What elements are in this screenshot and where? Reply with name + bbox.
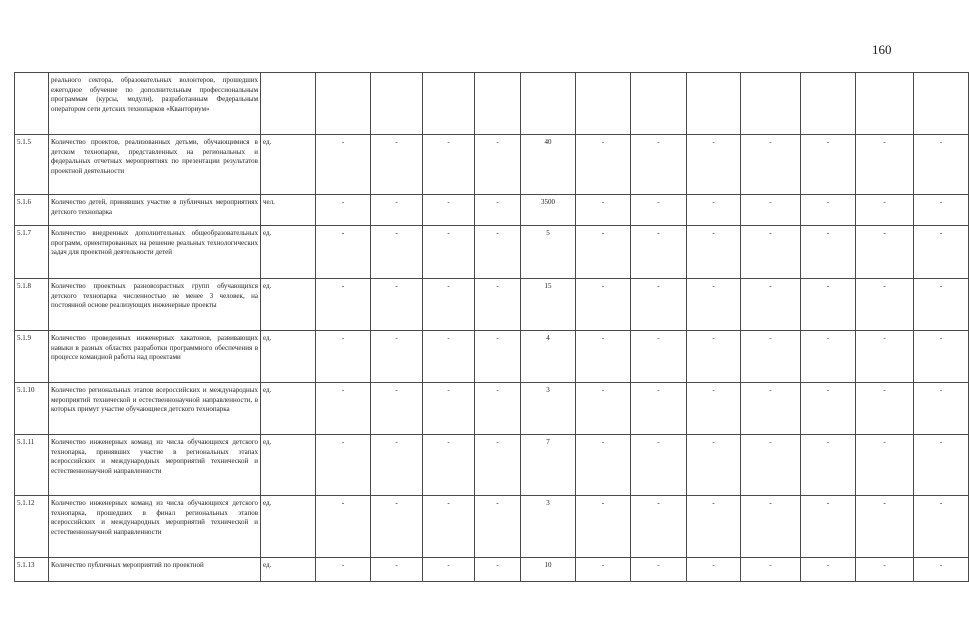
dash-cell: - bbox=[631, 195, 687, 226]
dash-cell: - bbox=[856, 331, 914, 383]
unit-cell: ед. bbox=[261, 558, 316, 582]
unit-cell: ед. bbox=[261, 435, 316, 496]
dash-cell: - bbox=[576, 195, 631, 226]
dash-cell: - bbox=[631, 496, 687, 558]
row-number: 5.1.6 bbox=[15, 195, 49, 226]
indicator-name: Количество внедренных дополнительных общеобразовательных программ, ориентированных на решение реальных технологических задач для проектной деятельности детей bbox=[49, 226, 261, 279]
dash-cell: - bbox=[914, 331, 969, 383]
dash-cell: - bbox=[475, 435, 521, 496]
dash-cell bbox=[856, 73, 914, 135]
dash-cell: - bbox=[423, 135, 475, 195]
dash-cell: - bbox=[914, 135, 969, 195]
row-number: 5.1.8 bbox=[15, 279, 49, 331]
dash-cell: - bbox=[371, 226, 423, 279]
dash-cell: - bbox=[741, 135, 801, 195]
value-cell: 10 bbox=[521, 558, 576, 582]
dash-cell: - bbox=[316, 135, 371, 195]
dash-cell: - bbox=[475, 496, 521, 558]
value-cell: 7 bbox=[521, 435, 576, 496]
dash-cell: - bbox=[741, 331, 801, 383]
dash-cell: - bbox=[631, 383, 687, 435]
dash-cell: - bbox=[423, 195, 475, 226]
table-row bbox=[15, 73, 969, 135]
dash-cell: - bbox=[316, 279, 371, 331]
dash-cell: - bbox=[316, 195, 371, 226]
dash-cell bbox=[631, 73, 687, 135]
row-number: 5.1.12 bbox=[15, 496, 49, 558]
row-number: 5.1.11 bbox=[15, 435, 49, 496]
dash-cell: - bbox=[801, 558, 856, 582]
dash-cell: - bbox=[316, 383, 371, 435]
indicator-name: Количество проектов, реализованных детьми, обучающимися в детском технопарке, представленных на региональных и федеральных отчетных мероприятиях по презентации результатов проектной деятельности bbox=[49, 135, 261, 195]
dash-cell: - bbox=[687, 383, 741, 435]
indicators-table bbox=[14, 72, 969, 582]
unit-cell: чел. bbox=[261, 195, 316, 226]
table-row bbox=[15, 435, 969, 496]
dash-cell: - bbox=[914, 496, 969, 558]
dash-cell: - bbox=[316, 435, 371, 496]
unit-cell: ед. bbox=[261, 279, 316, 331]
dash-cell: - bbox=[316, 226, 371, 279]
dash-cell: - bbox=[856, 435, 914, 496]
dash-cell bbox=[914, 73, 969, 135]
dash-cell bbox=[801, 73, 856, 135]
dash-cell: - bbox=[631, 331, 687, 383]
dash-cell: - bbox=[371, 195, 423, 226]
dash-cell: - bbox=[371, 331, 423, 383]
dash-cell: - bbox=[856, 195, 914, 226]
dash-cell: - bbox=[423, 383, 475, 435]
dash-cell: - bbox=[687, 279, 741, 331]
dash-cell: - bbox=[856, 279, 914, 331]
value-cell: 15 bbox=[521, 279, 576, 331]
dash-cell: - bbox=[423, 279, 475, 331]
dash-cell: - bbox=[423, 558, 475, 582]
indicator-name: Количество детей, принявших участие в публичных мероприятиях детского технопарка bbox=[49, 195, 261, 226]
dash-cell: - bbox=[475, 226, 521, 279]
dash-cell: - bbox=[576, 383, 631, 435]
dash-cell: - bbox=[475, 558, 521, 582]
dash-cell: - bbox=[856, 226, 914, 279]
value-cell: 40 bbox=[521, 135, 576, 195]
dash-cell: - bbox=[631, 435, 687, 496]
value-cell bbox=[521, 73, 576, 135]
indicator-name: реального сектора, образовательных волонтеров, прошедших ежегодное обучение по дополнительным профессиональным программам (курсы, модули), разработанным Федеральным оператором сети детских технопарков «Кванториум» bbox=[49, 73, 261, 135]
dash-cell: - bbox=[475, 135, 521, 195]
dash-cell: - bbox=[631, 558, 687, 582]
dash-cell: - bbox=[316, 558, 371, 582]
page-number: 160 bbox=[872, 42, 892, 57]
dash-cell: - bbox=[914, 279, 969, 331]
dash-cell: - bbox=[576, 135, 631, 195]
row-number: 5.1.13 bbox=[15, 558, 49, 582]
dash-cell: - bbox=[914, 226, 969, 279]
row-number: 5.1.7 bbox=[15, 226, 49, 279]
dash-cell: - bbox=[576, 279, 631, 331]
dash-cell: - bbox=[856, 496, 914, 558]
dash-cell: - bbox=[856, 135, 914, 195]
unit-cell: ед. bbox=[261, 226, 316, 279]
dash-cell: - bbox=[687, 331, 741, 383]
dash-cell: - bbox=[475, 279, 521, 331]
dash-cell: - bbox=[576, 496, 631, 558]
dash-cell: - bbox=[741, 383, 801, 435]
dash-cell: - bbox=[475, 195, 521, 226]
dash-cell: - bbox=[687, 496, 741, 558]
unit-cell: ед. bbox=[261, 496, 316, 558]
value-cell: 4 bbox=[521, 331, 576, 383]
table-row bbox=[15, 558, 969, 582]
table-row bbox=[15, 135, 969, 195]
value-cell: 5 bbox=[521, 226, 576, 279]
dash-cell: - bbox=[576, 435, 631, 496]
unit-cell: ед. bbox=[261, 331, 316, 383]
dash-cell: - bbox=[631, 135, 687, 195]
dash-cell: - bbox=[371, 279, 423, 331]
dash-cell: - bbox=[687, 226, 741, 279]
dash-cell: - bbox=[914, 558, 969, 582]
dash-cell: - bbox=[687, 135, 741, 195]
dash-cell: - bbox=[741, 226, 801, 279]
dash-cell: - bbox=[631, 226, 687, 279]
dash-cell: - bbox=[687, 435, 741, 496]
row-number: 5.1.9 bbox=[15, 331, 49, 383]
indicator-name: Количество инженерных команд из числа обучающихся детского технопарка, прошедших в финал региональных этапов всероссийских и международных мероприятий технической и естественнонаучной направленности bbox=[49, 496, 261, 558]
dash-cell: - bbox=[631, 279, 687, 331]
dash-cell: - bbox=[914, 383, 969, 435]
dash-cell: - bbox=[423, 435, 475, 496]
row-number: 5.1.10 bbox=[15, 383, 49, 435]
row-number bbox=[15, 73, 49, 135]
dash-cell: - bbox=[741, 279, 801, 331]
table-row bbox=[15, 226, 969, 279]
dash-cell: - bbox=[856, 383, 914, 435]
dash-cell: - bbox=[741, 435, 801, 496]
indicator-name: Количество проектных разновозрастных групп обучающихся детского технопарка численностью не менее 3 человек, на постоянной основе реализующих инженерные проекты bbox=[49, 279, 261, 331]
dash-cell bbox=[371, 73, 423, 135]
dash-cell: - bbox=[371, 558, 423, 582]
dash-cell: - bbox=[316, 496, 371, 558]
dash-cell: - bbox=[687, 195, 741, 226]
dash-cell: - bbox=[741, 496, 801, 558]
dash-cell: - bbox=[741, 195, 801, 226]
dash-cell: - bbox=[856, 558, 914, 582]
dash-cell bbox=[576, 73, 631, 135]
dash-cell: - bbox=[801, 496, 856, 558]
dash-cell: - bbox=[914, 435, 969, 496]
dash-cell: - bbox=[801, 279, 856, 331]
dash-cell: - bbox=[801, 135, 856, 195]
value-cell: 3 bbox=[521, 496, 576, 558]
table-row bbox=[15, 331, 969, 383]
dash-cell bbox=[687, 73, 741, 135]
dash-cell bbox=[741, 73, 801, 135]
indicator-name: Количество инженерных команд из числа обучающихся детского технопарка, принявших участие в региональных этапах всероссийских и международных мероприятий технической и естественнонаучной направленности bbox=[49, 435, 261, 496]
indicator-name: Количество публичных мероприятий по проектной bbox=[49, 558, 261, 582]
row-number: 5.1.5 bbox=[15, 135, 49, 195]
table-row bbox=[15, 496, 969, 558]
unit-cell: ед. bbox=[261, 383, 316, 435]
dash-cell: - bbox=[371, 496, 423, 558]
unit-cell: ед. bbox=[261, 135, 316, 195]
value-cell: 3500 bbox=[521, 195, 576, 226]
dash-cell: - bbox=[801, 435, 856, 496]
dash-cell: - bbox=[423, 496, 475, 558]
value-cell: 3 bbox=[521, 383, 576, 435]
dash-cell: - bbox=[423, 331, 475, 383]
dash-cell: - bbox=[475, 331, 521, 383]
dash-cell: - bbox=[423, 226, 475, 279]
dash-cell bbox=[475, 73, 521, 135]
table-row bbox=[15, 279, 969, 331]
dash-cell: - bbox=[371, 383, 423, 435]
table-row bbox=[15, 383, 969, 435]
dash-cell: - bbox=[914, 195, 969, 226]
dash-cell bbox=[423, 73, 475, 135]
dash-cell: - bbox=[576, 226, 631, 279]
dash-cell: - bbox=[801, 195, 856, 226]
dash-cell: - bbox=[576, 331, 631, 383]
dash-cell: - bbox=[801, 331, 856, 383]
indicator-name: Количество региональных этапов всероссийских и международных мероприятий технической и естественнонаучной направленности, в которых примут участие обучающиеся детского технопарка bbox=[49, 383, 261, 435]
unit-cell bbox=[261, 73, 316, 135]
dash-cell: - bbox=[801, 383, 856, 435]
indicator-name: Количество проведенных инженерных хакатонов, развивающих навыки в разных областях разработки программного обеспечения в процессе командной работы над проектами bbox=[49, 331, 261, 383]
dash-cell: - bbox=[371, 435, 423, 496]
dash-cell: - bbox=[801, 226, 856, 279]
dash-cell: - bbox=[371, 135, 423, 195]
dash-cell: - bbox=[316, 331, 371, 383]
dash-cell bbox=[316, 73, 371, 135]
dash-cell: - bbox=[687, 558, 741, 582]
dash-cell: - bbox=[576, 558, 631, 582]
table-row bbox=[15, 195, 969, 226]
dash-cell: - bbox=[475, 383, 521, 435]
dash-cell: - bbox=[741, 558, 801, 582]
